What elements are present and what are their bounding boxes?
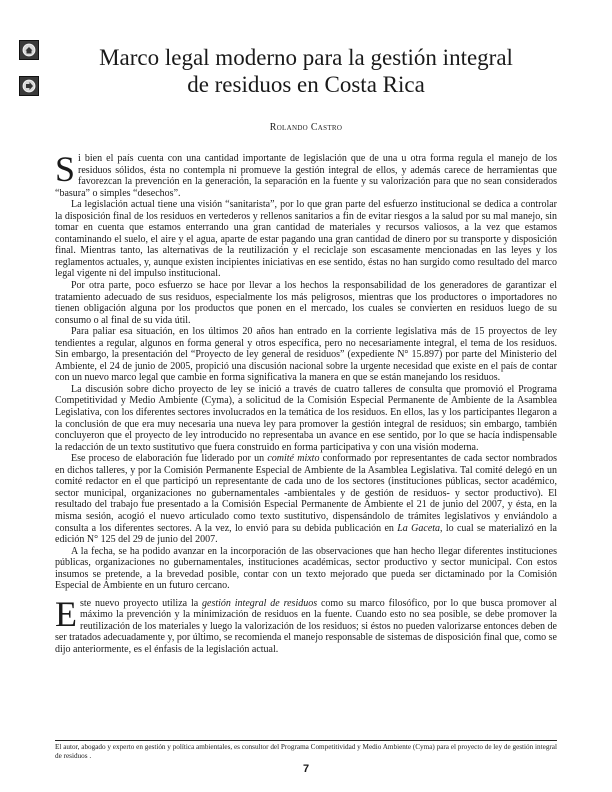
paragraph-3: Por otra parte, poco esfuerzo se hace por llevar a los hechos la responsabilidad de los generadores de garantizar el tratamiento adecuado de sus residuos, especialmente los más peligrosos, mientras que los productores o importadores no tienen obligación alguna por los productos que ponen en el mercado, los cuales se convierten en residuos luego de su consumo o al final de su vida útil. xyxy=(55,280,557,326)
home-button[interactable] xyxy=(19,40,39,60)
paragraph-8 xyxy=(55,593,558,656)
paragraph-6-emphasis-2: La Gaceta xyxy=(397,522,441,534)
title-line-2: de residuos en Costa Rica xyxy=(187,72,425,97)
page-number: 7 xyxy=(302,763,310,775)
author-name: Rolando Castro xyxy=(269,122,343,133)
next-page-button[interactable] xyxy=(19,76,39,96)
footnote-divider xyxy=(55,740,557,741)
paragraph-5: La discusión sobre dicho proyecto de ley se inició a través de cuatro talleres de consulta que promovió el Programa Competitividad y Medio Ambiente (Cyma), a solicitud de la Comisión Especial Permanente de Ambiente de la Asamblea Legislativa, con los diferentes sectores involucrados en la temática de los residuos. En ellos, las y los participantes llegaron a la conclusión de que era muy necesaria una nueva ley para promover la gestión integral de residuos; sin embargo, también concluyeron que el proyecto de ley introducido no representaba un avance en ese sentido, por lo que se hacía indispensable la redacción de un texto sustitutivo que fuera construido en forma participativa y con una visión moderna. xyxy=(55,383,557,453)
title-line-1: Marco legal moderno para la gestión integral xyxy=(99,45,513,70)
paragraph-6 xyxy=(55,453,557,545)
paragraph-1 xyxy=(55,149,557,199)
paragraph-4: Para paliar esa situación, en los últimos 20 años han entrado en la corriente legislativa más de 15 proyectos de ley tendientes a regular, algunos en forma general y otros específica, pero no necesariamente integral, el tema de los residuos. Sin embargo, la presentación del “Proyecto de ley general de residuos” (expediente N° 15.897) por parte del Ministerio del Ambiente, el 24 de junio de 2005, propició una discusión nacional sobre la urgente necesidad que existe en el país de contar con un nuevo marco legal que cambie en forma significativa la manera en que se están manejando los residuos. xyxy=(55,326,557,384)
paragraph-8-emphasis: gestión integral de residuos xyxy=(202,597,318,609)
next-arrow-icon xyxy=(22,79,36,93)
author-footnote: El autor, abogado y experto en gestión y política ambientales, es consultor del Programa Competitividad y Medio Ambiente (Cyma) para el proyecto de ley de gestión integral de residuos . xyxy=(55,743,557,760)
paragraph-6-part-a: Ese proceso de elaboración fue liderado por un xyxy=(71,453,268,465)
article-title xyxy=(80,44,532,98)
paragraph-1-text: i bien el país cuenta con una cantidad importante de legislación que de una u otra forma regula el manejo de los residuos sólidos, ésta no contempla ni promueve la gestión integral de ellos, y además carece de herramientas que favorezcan la prevención en la generación, la separación en la fuente y su valorización para que no sean considerados “basura” o simples “desechos”. xyxy=(55,153,557,199)
paragraph-2: La legislación actual tiene una visión “sanitarista”, por lo que gran parte del esfuerzo institucional se dedica a controlar la disposición final de los residuos en vertederos y rellenos sanitarios a fin de evitar riesgos a la salud por su mal manejo, sin tomar en cuenta que estamos enterrando una gran cantidad de materiales y recursos valiosos, a la vez que estamos contaminando el suelo, el aire y el agua, aparte de estar pagando una gran cantidad de dinero por su transporte y disposición final. Mientras tanto, las alternativas de la reutilización y el reciclaje son escasamente mencionadas en las leyes y los reglamentos actuales, y, aunque existen incipientes iniciativas en ese sentido, éstas no han surgido como resultado del marco legal vigente ni del impulso institucional. xyxy=(55,199,557,280)
paragraph-8-part-b: como su marco filosófico, por lo que busca promover al máximo la prevención y la minimización de residuos en la fuente. Cuando esto no sea posible, se debe promover la reutilización de los materiales y luego la valorización de los residuos; si éstos no pueden valorizarse entonces deben de ser tratados adecuadamente y, por último, se recomienda el manejo responsable de sistemas de disposición final que, como se dijo anteriormente, es el énfasis de la legislación actual. xyxy=(55,597,558,655)
article-body xyxy=(55,149,558,656)
paragraph-6-part-b: conformado por representantes de cada sector nombrados en dichos talleres, y por la Comisión Permanente Especial de Ambiente de la Asamblea Legislativa. Tal comité delegó en un comité redactor en el que participó un representante de cada uno de los sectores (instituciones públicas, sector académico, sector municipal, organizaciones no gubernamentales -ambientales y de gestión de residuos- y sector productivo). El resultado del trabajo fue presentado a la Comisión Especial Permanente de Ambiente el 21 de junio del 2007, y ésta, en la misma sesión, acogió el nuevo articulado como texto sustitutivo, dispensándolo de trámites legislativos y enviándolo a consulta a los diferentes sectores. A la vez, lo envió para su debida publicación en xyxy=(55,453,557,534)
paragraph-6-emphasis: comité mixto xyxy=(267,453,320,465)
paragraph-6-part-c: , lo cual se materializó en la edición N° 125 del 29 de junio del 2007. xyxy=(55,522,557,546)
paragraph-8-part-a: ste nuevo proyecto utiliza la xyxy=(80,597,203,609)
dropcap-e: E xyxy=(55,593,77,634)
home-icon xyxy=(22,43,36,57)
dropcap-s: S xyxy=(55,149,76,189)
paragraph-7: A la fecha, se ha podido avanzar en la incorporación de las observaciones que han hecho llegar diferentes instituciones públicas, organizaciones no gubernamentales, instituciones académicas, sector productivo y sector municipal. Con estos insumos se pretende, a la brevedad posible, contar con un texto mejorado que pueda ser dictaminado por la Comisión Especial de Ambiente en un futuro cercano. xyxy=(55,545,557,592)
